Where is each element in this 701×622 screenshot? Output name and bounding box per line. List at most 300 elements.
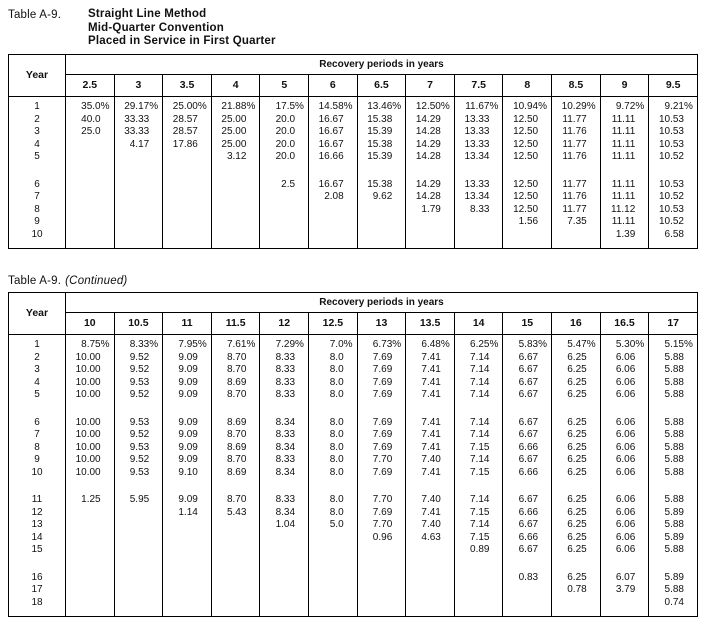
table-row-year-5 [9, 389, 698, 402]
value-cell: 5.88 [649, 454, 698, 467]
value-cell: 10.53 [649, 204, 698, 217]
value-cell [163, 151, 212, 164]
value-cell: 6.07 [600, 572, 649, 585]
value-cell [309, 572, 358, 585]
table-row-year-16 [9, 572, 698, 585]
value-cell: 10.52 [649, 151, 698, 164]
table-cell [260, 164, 309, 179]
value-cell: 5.47% [552, 339, 601, 352]
value-cell: 29.17% [114, 101, 163, 114]
value-cell: 9.10 [163, 467, 212, 480]
table-cell [66, 241, 115, 248]
value-cell: 7.0% [309, 339, 358, 352]
value-cell: 6.25 [552, 454, 601, 467]
table-cell [600, 402, 649, 417]
value-cell [66, 139, 115, 152]
table-cell [9, 557, 66, 572]
value-cell: 7.41 [406, 417, 455, 430]
value-cell: 4.63 [406, 532, 455, 545]
value-cell: 6.67 [503, 544, 552, 557]
value-cell [454, 229, 503, 242]
year-cell: 16 [31, 571, 43, 583]
table-cell [163, 609, 212, 616]
value-cell: 8.0 [309, 467, 358, 480]
value-cell: 11.67% [454, 101, 503, 114]
value-cell: 12.50 [503, 139, 552, 152]
value-cell: 8.70 [211, 352, 260, 365]
value-cell: 7.69 [357, 352, 406, 365]
recovery-period-col-15: 15 [503, 312, 552, 334]
value-cell: 7.69 [357, 442, 406, 455]
year-cell: 1 [34, 339, 40, 350]
table-row-year-3 [9, 364, 698, 377]
table-row-year-3 [9, 126, 698, 139]
value-cell: 6.06 [600, 417, 649, 430]
value-cell: 14.58% [309, 101, 358, 114]
table-row-year-7 [9, 429, 698, 442]
value-cell: 7.35 [552, 216, 601, 229]
recovery-period-col-10.5: 10.5 [114, 312, 163, 334]
value-cell: 7.41 [406, 364, 455, 377]
value-cell [357, 544, 406, 557]
year-cell: 4 [34, 138, 40, 150]
table-cell [600, 241, 649, 248]
table1-title [88, 8, 276, 49]
value-cell: 35.0% [66, 101, 115, 114]
value-cell [211, 544, 260, 557]
value-cell: 11.76 [552, 151, 601, 164]
value-cell: 7.15 [454, 442, 503, 455]
value-cell [114, 572, 163, 585]
value-cell: 20.0 [260, 139, 309, 152]
value-cell: 7.69 [357, 507, 406, 520]
table-cell [552, 241, 601, 248]
value-cell: 10.94% [503, 101, 552, 114]
value-cell: 6.25 [552, 467, 601, 480]
table2-label: Table A-9. [8, 274, 62, 287]
value-cell [211, 191, 260, 204]
value-cell: 40.0 [66, 114, 115, 127]
value-cell: 12.50 [503, 151, 552, 164]
recovery-period-col-13: 13 [357, 312, 406, 334]
value-cell [114, 229, 163, 242]
table-cell [357, 479, 406, 494]
value-cell [357, 597, 406, 610]
value-cell: 1.04 [260, 519, 309, 532]
value-cell [211, 204, 260, 217]
table-cell [260, 479, 309, 494]
spacer-row [9, 241, 698, 248]
value-cell: 8.0 [309, 364, 358, 377]
value-cell: 7.41 [406, 442, 455, 455]
value-cell: 7.70 [357, 454, 406, 467]
value-cell: 6.06 [600, 352, 649, 365]
year-cell: 3 [34, 364, 40, 375]
year-cell: 13 [31, 519, 43, 530]
table-cell [503, 609, 552, 616]
table-row-year-1 [9, 101, 698, 114]
value-cell: 6.66 [503, 442, 552, 455]
value-cell: 7.40 [406, 519, 455, 532]
value-cell [406, 216, 455, 229]
value-cell: 6.06 [600, 467, 649, 480]
value-cell: 6.06 [600, 377, 649, 390]
value-cell [163, 216, 212, 229]
table-cell [649, 402, 698, 417]
value-cell [503, 597, 552, 610]
value-cell: 11.11 [600, 151, 649, 164]
year-cell: 5 [34, 389, 40, 400]
value-cell [66, 204, 115, 217]
year-cell: 5 [34, 151, 40, 162]
value-cell: 6.73% [357, 339, 406, 352]
value-cell: 9.53 [114, 467, 163, 480]
table-cell [552, 164, 601, 179]
value-cell: 5.88 [649, 584, 698, 597]
value-cell: 9.09 [163, 442, 212, 455]
value-cell: 7.41 [406, 389, 455, 402]
value-cell: 7.41 [406, 467, 455, 480]
value-cell: 8.34 [260, 442, 309, 455]
value-cell [309, 229, 358, 242]
value-cell [114, 532, 163, 545]
table-cell [66, 609, 115, 616]
value-cell [260, 216, 309, 229]
value-cell: 8.70 [211, 494, 260, 507]
group-gap-row [9, 164, 698, 179]
value-cell: 7.69 [357, 417, 406, 430]
value-cell [114, 151, 163, 164]
year-cell: 17 [31, 584, 43, 595]
table-cell [503, 241, 552, 248]
value-cell: 3.12 [211, 151, 260, 164]
value-cell: 8.0 [309, 377, 358, 390]
value-cell: 6.67 [503, 454, 552, 467]
value-cell: 16.67 [309, 114, 358, 127]
value-cell: 9.09 [163, 454, 212, 467]
value-cell: 5.88 [649, 467, 698, 480]
year-cell: 7 [34, 191, 40, 202]
value-cell: 10.29% [552, 101, 601, 114]
value-cell: 7.41 [406, 429, 455, 442]
value-cell: 14.29 [406, 179, 455, 192]
recovery-period-col-7: 7 [406, 74, 455, 96]
value-cell: 7.69 [357, 467, 406, 480]
value-cell: 25.00 [211, 114, 260, 127]
value-cell: 13.46% [357, 101, 406, 114]
table-row-year-11 [9, 494, 698, 507]
value-cell: 8.75% [66, 339, 115, 352]
value-cell: 6.25 [552, 494, 601, 507]
value-cell: 14.28 [406, 151, 455, 164]
value-cell: 0.78 [552, 584, 601, 597]
recovery-period-col-6: 6 [309, 74, 358, 96]
value-cell [406, 597, 455, 610]
value-cell: 7.29% [260, 339, 309, 352]
value-cell: 17.5% [260, 101, 309, 114]
table-row-year-6 [9, 179, 698, 192]
value-cell: 12.50 [503, 126, 552, 139]
year-cell: 8 [34, 203, 40, 215]
value-cell: 8.33 [260, 377, 309, 390]
table-cell [211, 402, 260, 417]
value-cell: 2.08 [309, 191, 358, 204]
year-cell: 2 [34, 351, 40, 363]
table-cell [114, 557, 163, 572]
value-cell [114, 204, 163, 217]
value-cell [114, 544, 163, 557]
value-cell [260, 532, 309, 545]
value-cell: 9.53 [114, 377, 163, 390]
value-cell: 10.00 [66, 454, 115, 467]
recovery-period-col-16: 16 [552, 312, 601, 334]
value-cell: 6.67 [503, 377, 552, 390]
value-cell [211, 532, 260, 545]
table-cell [406, 557, 455, 572]
value-cell: 10.00 [66, 389, 115, 402]
value-cell: 10.52 [649, 216, 698, 229]
depreciation-table-1 [8, 54, 698, 249]
table-cell [503, 402, 552, 417]
value-cell [309, 204, 358, 217]
value-cell: 8.33 [260, 352, 309, 365]
table-row-year-18 [9, 597, 698, 610]
value-cell: 12.50 [503, 179, 552, 192]
year-cell: 8 [34, 441, 40, 453]
table1-title-line-1: Straight Line Method [88, 8, 207, 20]
value-cell: 6.06 [600, 389, 649, 402]
year-cell: 9 [34, 216, 40, 227]
table-row-year-12 [9, 507, 698, 520]
value-cell: 6.25% [454, 339, 503, 352]
recovery-period-col-10: 10 [66, 312, 115, 334]
value-cell: 7.40 [406, 454, 455, 467]
value-cell [454, 597, 503, 610]
table1-title-line-3: Placed in Service in First Quarter [88, 35, 276, 47]
value-cell: 6.25 [552, 352, 601, 365]
recovery-period-col-8.5: 8.5 [552, 74, 601, 96]
value-cell: 9.09 [163, 389, 212, 402]
value-cell: 7.14 [454, 389, 503, 402]
value-cell: 10.00 [66, 377, 115, 390]
value-cell: 5.95 [114, 494, 163, 507]
value-cell: 7.95% [163, 339, 212, 352]
value-cell [211, 572, 260, 585]
value-cell [163, 191, 212, 204]
value-cell: 13.33 [454, 179, 503, 192]
value-cell: 7.14 [454, 364, 503, 377]
table-row-year-14 [9, 532, 698, 545]
value-cell: 8.33 [454, 204, 503, 217]
value-cell: 6.25 [552, 544, 601, 557]
value-cell: 6.06 [600, 544, 649, 557]
value-cell [260, 584, 309, 597]
value-cell: 25.0 [66, 126, 115, 139]
year-cell: 1 [34, 101, 40, 112]
value-cell: 25.00 [211, 139, 260, 152]
value-cell: 10.53 [649, 114, 698, 127]
recovery-period-col-7.5: 7.5 [454, 74, 503, 96]
table-cell [552, 479, 601, 494]
year-cell: 6 [34, 178, 40, 190]
value-cell: 8.0 [309, 442, 358, 455]
value-cell [211, 597, 260, 610]
table-cell [649, 479, 698, 494]
value-cell: 12.50% [406, 101, 455, 114]
value-cell [552, 229, 601, 242]
value-cell: 20.0 [260, 126, 309, 139]
year-cell: 15 [31, 544, 43, 555]
table-cell [552, 402, 601, 417]
value-cell: 7.15 [454, 507, 503, 520]
value-cell: 7.14 [454, 429, 503, 442]
value-cell: 25.00 [211, 126, 260, 139]
year-cell: 9 [34, 454, 40, 465]
table-cell [114, 402, 163, 417]
value-cell: 5.88 [649, 494, 698, 507]
table-cell [211, 609, 260, 616]
value-cell: 33.33 [114, 114, 163, 127]
value-cell: 6.06 [600, 454, 649, 467]
table-row-year-9 [9, 216, 698, 229]
value-cell: 8.33% [114, 339, 163, 352]
table-cell [114, 164, 163, 179]
value-cell: 5.88 [649, 519, 698, 532]
value-cell: 8.0 [309, 429, 358, 442]
value-cell [66, 572, 115, 585]
value-cell: 5.88 [649, 544, 698, 557]
year-cell: 3 [34, 126, 40, 137]
year-column-header: Year [9, 292, 66, 334]
value-cell: 16.67 [309, 126, 358, 139]
table1-title-line-2: Mid-Quarter Convention [88, 21, 225, 34]
value-cell: 11.77 [552, 139, 601, 152]
value-cell: 7.69 [357, 429, 406, 442]
table-cell [649, 241, 698, 248]
value-cell [503, 229, 552, 242]
value-cell: 15.38 [357, 114, 406, 127]
year-column-header: Year [9, 54, 66, 96]
table-row-year-13 [9, 519, 698, 532]
value-cell: 7.15 [454, 467, 503, 480]
value-cell [114, 216, 163, 229]
value-cell: 5.88 [649, 429, 698, 442]
value-cell: 21.88% [211, 101, 260, 114]
value-cell: 8.34 [260, 417, 309, 430]
value-cell: 7.14 [454, 519, 503, 532]
value-cell: 8.33 [260, 364, 309, 377]
group-gap-row [9, 402, 698, 417]
value-cell: 7.70 [357, 494, 406, 507]
value-cell: 11.11 [600, 191, 649, 204]
recovery-period-col-4: 4 [211, 74, 260, 96]
value-cell [66, 532, 115, 545]
value-cell: 7.15 [454, 532, 503, 545]
value-cell: 11.77 [552, 114, 601, 127]
year-cell: 2 [34, 113, 40, 125]
group-gap-row [9, 557, 698, 572]
value-cell: 14.28 [406, 126, 455, 139]
table-cell [357, 557, 406, 572]
value-cell: 10.00 [66, 352, 115, 365]
recovery-periods-header: Recovery periods in years [66, 292, 698, 312]
value-cell: 10.00 [66, 417, 115, 430]
table-row-year-4 [9, 377, 698, 390]
value-cell: 6.06 [600, 494, 649, 507]
value-cell: 6.67 [503, 519, 552, 532]
value-cell: 10.00 [66, 442, 115, 455]
spacer-row [9, 609, 698, 616]
value-cell: 5.89 [649, 507, 698, 520]
value-cell: 0.96 [357, 532, 406, 545]
value-cell [454, 572, 503, 585]
table-cell [406, 402, 455, 417]
value-cell [163, 179, 212, 192]
value-cell: 6.66 [503, 532, 552, 545]
value-cell [309, 532, 358, 545]
value-cell: 5.15% [649, 339, 698, 352]
value-cell [552, 597, 601, 610]
value-cell: 8.70 [211, 454, 260, 467]
value-cell [66, 597, 115, 610]
value-cell: 7.69 [357, 377, 406, 390]
value-cell: 5.83% [503, 339, 552, 352]
value-cell: 5.0 [309, 519, 358, 532]
value-cell: 11.77 [552, 204, 601, 217]
table-cell [114, 609, 163, 616]
recovery-period-col-9: 9 [600, 74, 649, 96]
value-cell: 6.06 [600, 532, 649, 545]
table-cell [357, 402, 406, 417]
value-cell [260, 597, 309, 610]
table-cell [9, 609, 66, 616]
table-cell [309, 479, 358, 494]
value-cell: 8.0 [309, 352, 358, 365]
value-cell: 6.67 [503, 417, 552, 430]
value-cell: 10.53 [649, 126, 698, 139]
table-cell [66, 402, 115, 417]
value-cell [163, 204, 212, 217]
value-cell: 10.53 [649, 179, 698, 192]
value-cell: 9.09 [163, 377, 212, 390]
table-row-year-8 [9, 204, 698, 217]
value-cell [260, 544, 309, 557]
table-cell [309, 609, 358, 616]
value-cell [66, 191, 115, 204]
value-cell: 6.67 [503, 494, 552, 507]
table-cell [552, 609, 601, 616]
value-cell: 6.25 [552, 507, 601, 520]
table-cell [406, 479, 455, 494]
value-cell: 14.29 [406, 139, 455, 152]
value-cell: 11.11 [600, 126, 649, 139]
value-cell: 10.52 [649, 191, 698, 204]
value-cell: 6.67 [503, 364, 552, 377]
table-row-year-2 [9, 352, 698, 365]
group-gap-row [9, 479, 698, 494]
value-cell: 9.52 [114, 352, 163, 365]
value-cell: 6.67 [503, 389, 552, 402]
value-cell: 13.33 [454, 139, 503, 152]
value-cell: 8.0 [309, 454, 358, 467]
value-cell: 11.11 [600, 179, 649, 192]
table-cell [503, 164, 552, 179]
year-cell: 18 [31, 596, 43, 608]
value-cell: 14.28 [406, 191, 455, 204]
value-cell: 13.33 [454, 114, 503, 127]
value-cell [357, 229, 406, 242]
value-cell: 8.33 [260, 429, 309, 442]
